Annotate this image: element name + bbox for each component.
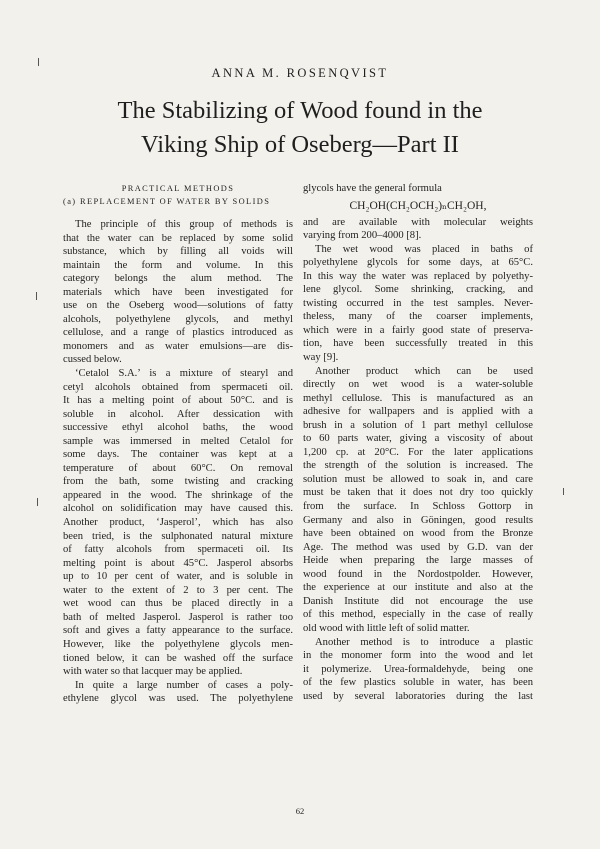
- text-line: some days. The container was kept at a: [63, 449, 293, 461]
- text-line: in the monomer form into the wood and let: [303, 650, 533, 662]
- text-line: However, like the polyethylene glycols men-: [63, 638, 293, 650]
- text-line: which were in a fairly good state of preserva-: [303, 324, 533, 336]
- text-line: up to 10 per cent of water, and is soluble in: [63, 571, 293, 583]
- text-line: In quite a large number of cases a poly-: [75, 679, 293, 691]
- text-line: ‘Cetalol S.A.’ is a mixture of stearyl and: [75, 368, 293, 380]
- text-line: use on the Oseberg wood—solutions of fatty: [63, 300, 293, 312]
- text-line: The principle of this group of methods is: [75, 219, 293, 230]
- title-line: Viking Ship of Oseberg—Part II: [141, 131, 459, 158]
- page-number: 62: [295, 806, 305, 816]
- margin-mark: [563, 488, 564, 495]
- text-line: ethylene glycol was used. The polyethylene: [63, 693, 293, 705]
- text-line: Another product which can be used: [315, 365, 533, 377]
- text-line: brush in a solution of 1 part methyl cellulose: [303, 419, 533, 431]
- text-line: to 60 parts water, giving a viscosity of about: [303, 433, 533, 445]
- text-line: have been obtained on wood from the Bronze: [303, 528, 533, 540]
- text-line: Age. The method was used by G.D. van der: [303, 541, 533, 553]
- text-line: adhesive for wallpapers and is applied with a: [303, 406, 533, 418]
- text-line: with water so that lacquer may be applied.: [63, 666, 243, 678]
- text-line: of fatty alcohols from spermaceti oil. Its: [63, 544, 293, 556]
- right-column-text: [303, 216, 533, 704]
- text-line: substance, which by filling all voids will: [63, 246, 293, 258]
- text-line: 1,200 cp. at 20°C. For the later applications: [303, 446, 533, 458]
- text-line: Heide when preparing the large masses of: [303, 555, 533, 567]
- text-line: Danish Institute did not encourage the use: [303, 595, 533, 607]
- text-line: from the surface. In Schloss Gottorp in: [303, 501, 533, 513]
- text-line: twisting occurred in the test samples. Never-: [303, 297, 533, 309]
- text-line: Germany and also in Göningen, good results: [303, 514, 533, 526]
- text-line: alcohol on solidification may have caused this.: [63, 503, 293, 515]
- text-line: varying from 200–4000 [8].: [303, 230, 422, 242]
- margin-mark: [37, 498, 38, 506]
- text-line: melting point is about 45°C. Jasperol absorbs: [63, 557, 293, 569]
- text-line: alcohols, polyethylene glycols, and methyl: [63, 313, 293, 325]
- text-line: monomers and as water emulsions—are dis-: [63, 340, 293, 352]
- text-line: successive ethyl alcohol baths, the wood: [63, 422, 293, 434]
- text-line: the strength of the solution is increased. The: [303, 460, 533, 472]
- text-line: old wood with little left of solid matter.: [303, 622, 470, 634]
- text-line: cussed below.: [63, 354, 122, 366]
- text-line: temperature of about 60°C. On removal: [63, 462, 293, 474]
- text-line: cetyl alcohols obtained from spermaceti oil.: [63, 381, 293, 393]
- text-line: bath of melted Jasperol. Jasperol is rather too: [63, 611, 293, 623]
- author-name: ANNA M. ROSENQVIST: [211, 66, 389, 80]
- text-line: polyethylene glycols for some days, at 65°C.: [303, 257, 533, 269]
- text-line: tioned below, it can be washed off the surface: [63, 652, 293, 664]
- text-line: from the bath, some twisting and cracking: [63, 476, 293, 488]
- text-line: solution must be allowed to soak in, and care: [303, 473, 533, 485]
- text-line: way [9].: [303, 352, 339, 364]
- text-line: sample was immersed in melted Cetalol for: [63, 435, 293, 447]
- margin-mark: [38, 58, 39, 66]
- text-line: It has a melting point of about 50°C. and is: [63, 395, 293, 407]
- left-column: [63, 182, 293, 706]
- text-line: appeared in the wood. The shrinkage of the: [63, 489, 293, 501]
- text-line: category belongs the alum method. The: [63, 273, 293, 285]
- text-line: maintain the form and volume. In this: [63, 259, 293, 271]
- text-line: the experience at our institute and also at the: [303, 582, 533, 594]
- text-line: directly on wet wood is a water-soluble: [303, 379, 533, 391]
- left-column-text: [63, 218, 293, 706]
- text-line: methyl cellulose. This is manufactured as an: [303, 392, 533, 404]
- text-line: wet wood can thus be placed directly in a: [63, 598, 293, 610]
- text-line: theless, many of the coarser implements,: [303, 311, 533, 323]
- subsection-heading: (a) REPLACEMENT OF WATER BY SOLIDS: [63, 197, 271, 206]
- text-line: soft and gives a fatty appearance to the surface.: [63, 625, 293, 637]
- text-line: and are available with molecular weights: [303, 216, 533, 228]
- section-heading: PRACTICAL METHODS: [121, 184, 235, 193]
- text-line: wood found in the Nordostpolder. However,: [303, 568, 533, 580]
- right-column: [303, 182, 533, 703]
- text-line: materials which have been investigated for: [63, 286, 293, 298]
- text-line: The wet wood was placed in baths of: [315, 243, 533, 255]
- text-line: of this method, especially in the case of really: [303, 609, 533, 621]
- margin-mark: [36, 292, 37, 300]
- text-line: soluble in alcohol. After dessication with: [63, 408, 293, 420]
- text-line: cellulose, and a range of plastics introduced as: [63, 327, 293, 339]
- text-line: that the water can be replaced by some solid: [63, 232, 293, 244]
- text-line: In this way the water was replaced by polyethy-: [303, 270, 533, 282]
- text-line: been tried, is the sulphonated natural mixture: [63, 530, 293, 542]
- text-line: must be taken that it does not dry too quickly: [303, 487, 533, 499]
- chemical-formula: CH₂OH(CH₂OCH₂)ₙCH₂OH,: [349, 199, 487, 212]
- text-line: Another product, ‘Jasperol’, which has also: [63, 517, 293, 529]
- text-line: tion, have been successfully treated in this: [303, 338, 533, 350]
- text-line: lene glycol. Some shrinking, cracking, and: [303, 284, 533, 296]
- article-title: [40, 94, 560, 162]
- text-line: of the few plastics soluble in water, has been: [303, 677, 533, 689]
- text-line: used by several laboratories during the last: [303, 690, 533, 702]
- text-line: Another method is to introduce a plastic: [315, 636, 533, 648]
- text-line: it polymerize. Urea-formaldehyde, being one: [303, 663, 533, 675]
- text-line: glycols have the general formula: [303, 183, 442, 194]
- text-line: water to the extent of 2 to 3 per cent. The: [63, 584, 293, 596]
- title-line: The Stabilizing of Wood found in the: [117, 97, 483, 124]
